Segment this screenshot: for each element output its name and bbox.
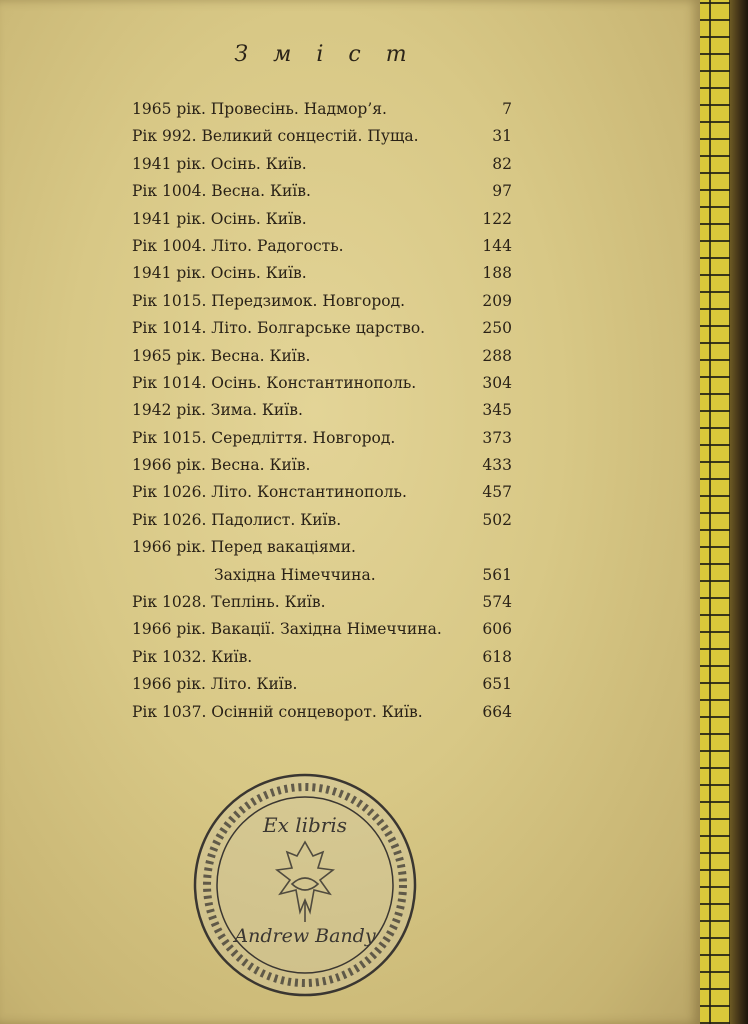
toc-page-number: 31: [492, 127, 512, 146]
toc-entry: [132, 425, 512, 452]
toc-entry-text: Рік 1032. Київ.: [132, 647, 253, 666]
toc-entry-text: Рік 1004. Весна. Київ.: [132, 182, 311, 201]
toc-entry-text: Рік 1014. Осінь. Константинополь.: [132, 373, 417, 392]
toc-entry: [132, 479, 512, 506]
toc-page-number: 250: [482, 319, 512, 338]
toc-entry: [132, 397, 512, 424]
toc-entry-text: 1966 рік. Вакації. Західна Німеччина.: [132, 620, 442, 639]
toc-entry: [132, 315, 512, 342]
toc-page-number: 82: [492, 154, 512, 173]
page-title: З м і с т: [234, 42, 416, 67]
toc-entry: [132, 178, 512, 205]
toc-entry-text: 1966 рік. Весна. Київ.: [132, 456, 311, 475]
toc-page-number: 97: [492, 182, 512, 201]
stamp-outer-ring: [195, 775, 415, 995]
toc-page-number: 144: [482, 236, 512, 255]
toc-entry: [132, 671, 512, 698]
toc-page-number: 502: [482, 510, 512, 529]
toc-entry: [132, 589, 512, 616]
toc-page-number: 304: [482, 373, 512, 392]
toc-entry: [132, 151, 512, 178]
table-of-contents: [132, 96, 512, 726]
toc-entry-text: Рік 1004. Літо. Радогость.: [132, 236, 344, 255]
toc-entry: [132, 370, 512, 397]
toc-page-number: 7: [502, 100, 512, 118]
background-shadow: [730, 0, 748, 1024]
toc-entry-text: Західна Німеччина.: [214, 565, 376, 584]
toc-page-number: 345: [482, 401, 512, 420]
toc-entry: [132, 206, 512, 233]
toc-entry-text: 1966 рік. Літо. Київ.: [132, 675, 298, 694]
toc-entry-text: 1966 рік. Перед вакаціями.: [132, 538, 356, 557]
toc-entry: [132, 343, 512, 370]
stamp-top-text: Ex libris: [262, 813, 348, 837]
toc-entry-text: Рік 992. Великий сонцестій. Пуща.: [132, 127, 419, 146]
toc-page-number: 574: [482, 593, 512, 612]
toc-entry-text: 1941 рік. Осінь. Київ.: [132, 264, 307, 283]
toc-entry-continuation: [132, 562, 512, 589]
toc-entry-text: Рік 1026. Падолист. Київ.: [132, 510, 342, 529]
ex-libris-stamp: [192, 772, 418, 998]
toc-page-number: 651: [482, 675, 512, 694]
toc-page-number: 606: [482, 620, 512, 639]
toc-entry-text: 1965 рік. Провесінь. Надмор’я.: [132, 100, 387, 118]
toc-entry: [132, 699, 512, 726]
toc-entry-text: 1942 рік. Зима. Київ.: [132, 401, 303, 420]
stamp-bottom-text: Andrew Bandy: [234, 925, 376, 947]
toc-page-number: 664: [482, 702, 512, 721]
toc-entry: [132, 96, 512, 123]
toc-page-number: 373: [482, 428, 512, 447]
toc-entry-text: Рік 1037. Осінній сонцеворот. Київ.: [132, 702, 423, 721]
toc-entry: [132, 507, 512, 534]
toc-entry-text: Рік 1026. Літо. Константинополь.: [132, 483, 407, 502]
toc-entry-text: Рік 1028. Теплінь. Київ.: [132, 593, 326, 612]
toc-page-number: 122: [482, 209, 512, 228]
toc-entry: [132, 644, 512, 671]
toc-entry: [132, 616, 512, 643]
toc-entry-text: 1941 рік. Осінь. Київ.: [132, 209, 307, 228]
toc-entry-text: Рік 1014. Літо. Болгарське царство.: [132, 319, 426, 338]
toc-page-number: 433: [482, 456, 512, 475]
toc-page-number: 288: [482, 346, 512, 365]
toc-page-number: 561: [482, 565, 512, 584]
toc-entry: [132, 260, 512, 287]
toc-page-number: 618: [482, 647, 512, 666]
toc-entry-text: Рік 1015. Передзимок. Новгород.: [132, 291, 406, 310]
toc-entry: [132, 534, 512, 561]
toc-page-number: 209: [482, 291, 512, 310]
toc-page-number: 457: [482, 483, 512, 502]
adjacent-book-spine: [700, 0, 730, 1024]
toc-entry-text: Рік 1015. Середліття. Новгород.: [132, 428, 396, 447]
toc-entry-text: 1965 рік. Весна. Київ.: [132, 346, 311, 365]
toc-entry: [132, 288, 512, 315]
toc-entry-text: 1941 рік. Осінь. Київ.: [132, 154, 307, 173]
toc-page-number: 188: [482, 264, 512, 283]
toc-entry: [132, 233, 512, 260]
toc-entry: [132, 123, 512, 150]
toc-entry: [132, 452, 512, 479]
